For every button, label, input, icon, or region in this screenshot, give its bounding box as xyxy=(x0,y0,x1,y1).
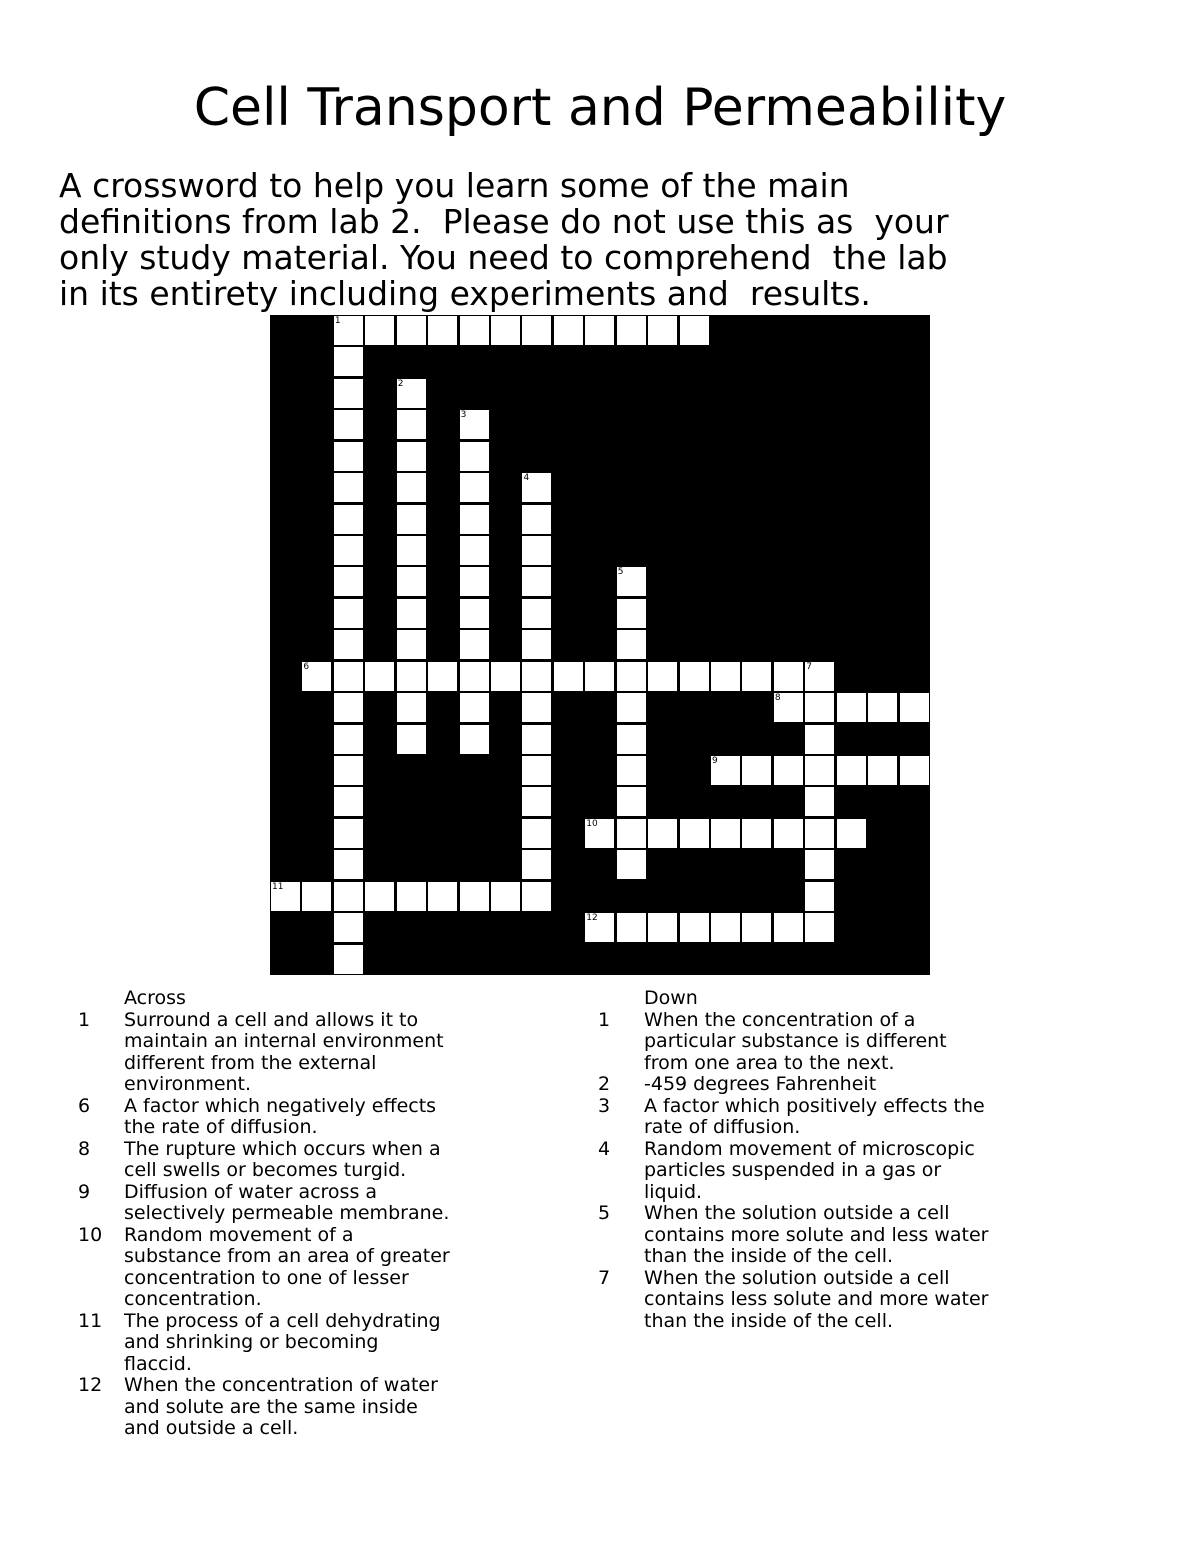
crossword-cell[interactable] xyxy=(648,913,677,942)
clue-text xyxy=(124,1010,518,1096)
cell-number: 11 xyxy=(272,881,284,892)
crossword-cell[interactable] xyxy=(837,756,866,785)
clue-line: When the concentration of water xyxy=(124,1374,438,1396)
crossword-cell[interactable] xyxy=(680,913,709,942)
crossword-cell[interactable] xyxy=(460,505,489,534)
crossword-cell[interactable] xyxy=(774,819,803,848)
intro-line: only study material. You need to comprehend the lab xyxy=(59,238,948,277)
clue-line: When the concentration of a xyxy=(644,1008,916,1031)
cell-number: 3 xyxy=(460,410,467,421)
cell-number: 1 xyxy=(334,316,341,326)
clue-number: 1 xyxy=(78,1008,91,1031)
crossword-cell[interactable] xyxy=(491,316,520,345)
crossword-cell[interactable] xyxy=(334,347,363,376)
cell-number: 2 xyxy=(397,378,404,389)
crossword-cell[interactable] xyxy=(868,756,897,785)
crossword-cell[interactable] xyxy=(397,410,426,439)
crossword-cell[interactable] xyxy=(460,662,489,691)
crossword-cell[interactable] xyxy=(397,442,426,471)
crossword-cell[interactable] xyxy=(397,536,426,565)
crossword-cell[interactable] xyxy=(334,693,363,722)
cell-number: 9 xyxy=(712,756,718,767)
crossword-cell[interactable] xyxy=(805,693,834,722)
crossword-cell[interactable] xyxy=(617,599,646,628)
clue-line: environment. xyxy=(124,1073,252,1095)
clue-line: liquid. xyxy=(644,1180,703,1203)
clue-number: 12 xyxy=(78,1374,103,1396)
crossword-cell[interactable] xyxy=(334,505,363,534)
down-clue-list xyxy=(598,1010,1058,1333)
crossword-cell[interactable] xyxy=(334,536,363,565)
crossword-cell[interactable] xyxy=(365,316,394,345)
cell-number: 4 xyxy=(523,473,530,484)
crossword-cell[interactable] xyxy=(334,410,363,439)
crossword-cell[interactable] xyxy=(522,787,551,816)
intro-line: definitions from lab 2. Please do not use this as your xyxy=(59,202,949,241)
crossword-cell[interactable] xyxy=(680,819,709,848)
across-clues xyxy=(78,988,518,1440)
clue-number: 5 xyxy=(598,1202,611,1224)
crossword-cell[interactable] xyxy=(460,882,489,911)
clue-line: The process of a cell dehydrating xyxy=(124,1309,441,1332)
crossword-cell[interactable] xyxy=(460,630,489,659)
crossword-cell[interactable] xyxy=(397,693,426,722)
crossword-cell[interactable] xyxy=(334,662,363,691)
crossword-cell[interactable] xyxy=(805,882,834,911)
crossword-cell[interactable] xyxy=(711,756,740,785)
down-clue xyxy=(598,1268,1058,1333)
clue-number: 1 xyxy=(598,1008,611,1031)
clue-line: rate of diffusion. xyxy=(644,1116,801,1138)
crossword-cell[interactable] xyxy=(742,913,771,942)
crossword-cell[interactable] xyxy=(334,819,363,848)
crossword-cell[interactable] xyxy=(742,819,771,848)
clue-line: and solute are the same inside xyxy=(124,1395,418,1418)
crossword-cell[interactable] xyxy=(617,913,646,942)
clue-line: -459 degrees Fahrenheit xyxy=(644,1073,877,1095)
clue-line: The rupture which occurs when a xyxy=(124,1137,441,1160)
crossword-cell[interactable] xyxy=(837,693,866,722)
crossword-cell[interactable] xyxy=(334,787,363,816)
crossword-cell[interactable] xyxy=(365,662,394,691)
crossword-cell[interactable] xyxy=(554,662,583,691)
page-title: Cell Transport and Permeability xyxy=(193,77,1007,138)
clue-number: 8 xyxy=(78,1137,91,1160)
crossword-cell[interactable] xyxy=(585,316,614,345)
crossword-cell[interactable] xyxy=(334,567,363,596)
crossword-cell[interactable] xyxy=(522,630,551,659)
clue-line: flaccid. xyxy=(124,1352,192,1375)
crossword-cell[interactable] xyxy=(334,882,363,911)
crossword-cell[interactable] xyxy=(774,693,803,722)
across-clue xyxy=(78,1139,518,1182)
crossword-cell[interactable] xyxy=(522,662,551,691)
crossword-cell[interactable] xyxy=(397,662,426,691)
clue-number: 9 xyxy=(78,1180,91,1203)
clue-line: contains less solute and more water xyxy=(644,1288,989,1310)
down-clues xyxy=(598,988,1058,1332)
crossword-cell[interactable] xyxy=(334,442,363,471)
crossword-cell[interactable] xyxy=(460,442,489,471)
crossword-cell[interactable] xyxy=(900,693,929,722)
crossword-cell[interactable] xyxy=(428,882,457,911)
intro-line: in its entirety including experiments and results. xyxy=(59,274,871,313)
clue-text xyxy=(124,1225,518,1311)
across-clue-list xyxy=(78,1010,518,1440)
crossword-cell[interactable] xyxy=(397,473,426,502)
clue-line: selectively permeable membrane. xyxy=(124,1202,450,1224)
crossword-cell[interactable] xyxy=(460,536,489,565)
crossword-cell[interactable] xyxy=(742,662,771,691)
clue-text xyxy=(644,1096,1058,1139)
down-heading: Down xyxy=(644,987,698,1009)
crossword-cell[interactable] xyxy=(334,945,363,974)
crossword-cell[interactable] xyxy=(522,756,551,785)
crossword-cell[interactable] xyxy=(460,567,489,596)
crossword-cell[interactable] xyxy=(302,882,331,911)
clue-text xyxy=(124,1375,518,1440)
crossword-cell[interactable] xyxy=(397,882,426,911)
crossword-cell[interactable] xyxy=(271,882,300,911)
cell-number: 5 xyxy=(617,567,624,578)
crossword-cell[interactable] xyxy=(617,756,646,785)
crossword-cell[interactable] xyxy=(711,819,740,848)
crossword-cell[interactable] xyxy=(774,756,803,785)
clue-line: concentration. xyxy=(124,1288,262,1310)
cell-number: 8 xyxy=(774,693,781,704)
crossword-cell[interactable] xyxy=(397,725,426,754)
crossword-cell[interactable] xyxy=(522,599,551,628)
crossword-cell[interactable] xyxy=(334,913,363,942)
clue-number: 11 xyxy=(78,1309,103,1332)
crossword-cell[interactable] xyxy=(617,725,646,754)
crossword-cell[interactable] xyxy=(397,505,426,534)
crossword-cell[interactable] xyxy=(585,819,614,848)
clue-line: particular substance is different xyxy=(644,1030,947,1052)
clue-number: 7 xyxy=(598,1266,611,1289)
crossword-cell[interactable] xyxy=(334,599,363,628)
clue-number: 3 xyxy=(598,1094,611,1117)
clue-text xyxy=(124,1311,518,1376)
crossword-cell[interactable] xyxy=(460,725,489,754)
crossword-cell[interactable] xyxy=(805,787,834,816)
clue-line: contains more solute and less water xyxy=(644,1223,989,1246)
clue-line: particles suspended in a gas or xyxy=(644,1159,942,1181)
crossword-cell[interactable] xyxy=(585,913,614,942)
cell-number: 12 xyxy=(586,913,598,924)
clue-line: Random movement of microscopic xyxy=(644,1137,975,1160)
crossword-cell[interactable] xyxy=(648,819,677,848)
crossword-cell[interactable] xyxy=(900,756,929,785)
crossword-cell[interactable] xyxy=(554,316,583,345)
crossword-cell[interactable] xyxy=(522,316,551,345)
crossword-cell[interactable] xyxy=(428,316,457,345)
crossword-cell[interactable] xyxy=(805,913,834,942)
across-clue xyxy=(78,1010,518,1096)
crossword-cell[interactable] xyxy=(334,756,363,785)
crossword-cell[interactable] xyxy=(585,662,614,691)
crossword-cell[interactable] xyxy=(617,567,646,596)
crossword-cell[interactable] xyxy=(774,913,803,942)
crossword-cell[interactable] xyxy=(680,662,709,691)
clue-line: maintain an internal environment xyxy=(124,1030,444,1052)
crossword-cell[interactable] xyxy=(460,693,489,722)
clue-line: and outside a cell. xyxy=(124,1417,299,1439)
down-clue xyxy=(598,1139,1058,1204)
clue-number: 6 xyxy=(78,1094,91,1117)
crossword-cell[interactable] xyxy=(365,882,394,911)
crossword-cell[interactable] xyxy=(648,662,677,691)
crossword-cell[interactable] xyxy=(617,630,646,659)
clue-line: concentration to one of lesser xyxy=(124,1266,409,1289)
crossword-cell[interactable] xyxy=(522,819,551,848)
crossword-cell[interactable] xyxy=(648,316,677,345)
cell-number: 6 xyxy=(303,661,310,672)
down-clue xyxy=(598,1203,1058,1268)
crossword-cell[interactable] xyxy=(617,693,646,722)
crossword-cell[interactable] xyxy=(397,567,426,596)
crossword-cell[interactable] xyxy=(742,756,771,785)
down-clue xyxy=(598,1096,1058,1139)
crossword-cell[interactable] xyxy=(617,662,646,691)
crossword-cell[interactable] xyxy=(837,819,866,848)
clue-text xyxy=(124,1096,518,1139)
clue-number: 2 xyxy=(598,1073,611,1095)
clue-text xyxy=(124,1139,518,1182)
crossword-cell[interactable] xyxy=(711,913,740,942)
crossword-cell[interactable] xyxy=(460,473,489,502)
intro-paragraph xyxy=(59,168,1099,312)
crossword-cell[interactable] xyxy=(617,850,646,879)
crossword-cell[interactable] xyxy=(868,693,897,722)
crossword-grid xyxy=(270,315,930,975)
crossword-cell[interactable] xyxy=(460,316,489,345)
crossword-cell[interactable] xyxy=(428,662,457,691)
cell-number: 7 xyxy=(806,661,813,672)
clue-line: A factor which negatively effects xyxy=(124,1094,437,1117)
clue-line: Random movement of a xyxy=(124,1223,354,1246)
crossword-cell[interactable] xyxy=(522,567,551,596)
clue-line: than the inside of the cell. xyxy=(644,1245,894,1267)
clue-text xyxy=(124,1182,518,1225)
crossword-cell[interactable] xyxy=(334,850,363,879)
crossword-cell[interactable] xyxy=(302,662,331,691)
clue-text xyxy=(644,1268,1058,1333)
crossword-cell[interactable] xyxy=(522,473,551,502)
across-clue xyxy=(78,1182,518,1225)
crossword-cell[interactable] xyxy=(680,316,709,345)
clue-line: the rate of diffusion. xyxy=(124,1116,318,1138)
clue-line: than the inside of the cell. xyxy=(644,1309,894,1332)
across-clue xyxy=(78,1225,518,1311)
crossword-cell[interactable] xyxy=(460,410,489,439)
crossword-cell[interactable] xyxy=(460,599,489,628)
crossword-cell[interactable] xyxy=(334,725,363,754)
clue-line: Diffusion of water across a xyxy=(124,1180,378,1203)
crossword-cell[interactable] xyxy=(491,662,520,691)
crossword-cell[interactable] xyxy=(522,725,551,754)
crossword-cell[interactable] xyxy=(522,882,551,911)
cell-number: 10 xyxy=(586,818,598,829)
crossword-cell[interactable] xyxy=(774,662,803,691)
clue-text xyxy=(644,1203,1058,1268)
crossword-cell[interactable] xyxy=(397,316,426,345)
clue-line: from one area to the next. xyxy=(644,1051,895,1074)
crossword-cell[interactable] xyxy=(617,316,646,345)
clue-line: When the solution outside a cell xyxy=(644,1266,950,1289)
down-clue xyxy=(598,1074,1058,1096)
across-clue xyxy=(78,1096,518,1139)
crossword-cell[interactable] xyxy=(805,850,834,879)
crossword-cell[interactable] xyxy=(617,787,646,816)
crossword-cell[interactable] xyxy=(397,599,426,628)
crossword-cell[interactable] xyxy=(334,630,363,659)
crossword-cell[interactable] xyxy=(711,662,740,691)
clue-line: When the solution outside a cell xyxy=(644,1202,950,1224)
crossword-cell[interactable] xyxy=(805,725,834,754)
clue-line: Surround a cell and allows it to xyxy=(124,1008,419,1031)
clue-text xyxy=(644,1139,1058,1204)
crossword-cell[interactable] xyxy=(334,473,363,502)
clue-line: and shrinking or becoming xyxy=(124,1331,379,1353)
clue-number: 10 xyxy=(78,1223,103,1246)
crossword-cell[interactable] xyxy=(805,756,834,785)
clue-text xyxy=(644,1074,1058,1096)
clue-line: cell swells or becomes turgid. xyxy=(124,1159,407,1181)
down-clue xyxy=(598,1010,1058,1075)
across-clue xyxy=(78,1311,518,1376)
crossword-cell[interactable] xyxy=(617,819,646,848)
crossword-cell[interactable] xyxy=(805,819,834,848)
crossword-cell[interactable] xyxy=(522,850,551,879)
intro-line: A crossword to help you learn some of the main xyxy=(59,166,850,205)
clue-line: substance from an area of greater xyxy=(124,1245,450,1267)
clue-line: A factor which positively effects the xyxy=(644,1094,985,1117)
across-heading: Across xyxy=(124,987,186,1009)
crossword-cell[interactable] xyxy=(397,379,426,408)
crossword-cell[interactable] xyxy=(522,536,551,565)
crossword-cell[interactable] xyxy=(522,693,551,722)
clue-line: different from the external xyxy=(124,1051,377,1074)
crossword-cell[interactable] xyxy=(491,882,520,911)
crossword-cell[interactable] xyxy=(334,316,363,345)
crossword-cell[interactable] xyxy=(334,379,363,408)
crossword-cell[interactable] xyxy=(805,662,834,691)
clue-text xyxy=(644,1010,1058,1075)
clue-number: 4 xyxy=(598,1137,611,1160)
crossword-cell[interactable] xyxy=(522,505,551,534)
crossword-cell[interactable] xyxy=(397,630,426,659)
across-clue xyxy=(78,1375,518,1440)
